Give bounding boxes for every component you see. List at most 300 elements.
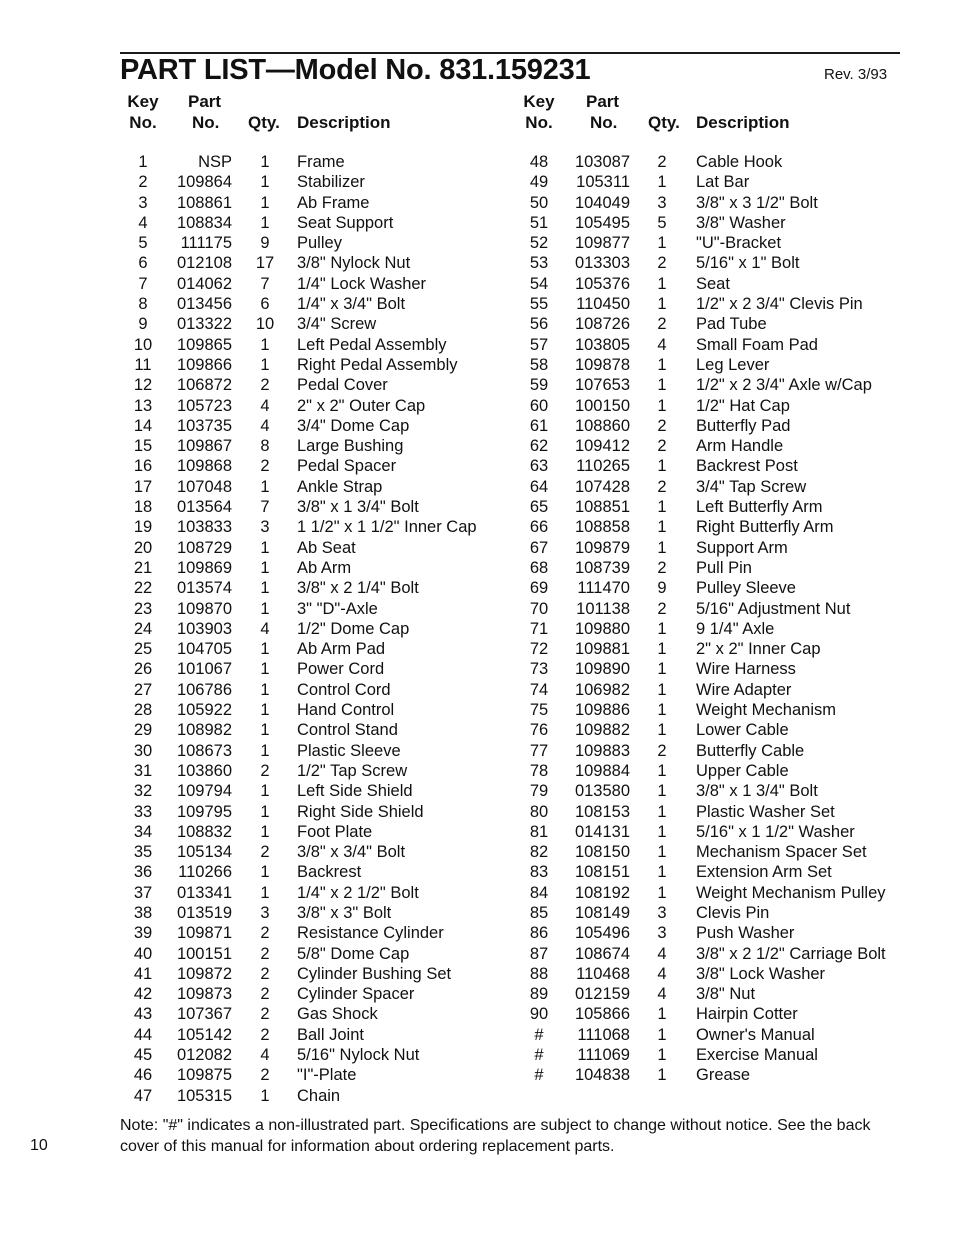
part-number: 107048 [176,477,232,496]
description: Leg Lever [696,355,770,374]
quantity: 2 [260,376,270,395]
table-row [510,558,910,578]
description: Chain [297,1086,341,1105]
key-number: 87 [529,944,549,963]
footer-note: Note: "#" indicates a non-illustrated part. Specifications are subject to change without notice. See the back cover of this manual for information about ordering replacement parts. [120,1117,871,1155]
table-row [112,1025,512,1045]
part-number: 105311 [576,173,630,192]
part-number: 108739 [574,558,630,577]
key-number: 12 [133,376,153,395]
part-number: 105134 [176,843,232,862]
part-number: 111470 [577,579,630,598]
part-number: 109865 [176,335,232,354]
key-header-line1: Key [523,92,555,111]
description: Mechanism Spacer Set [696,843,867,862]
key-number: 81 [529,822,549,841]
table-row [112,659,512,679]
part-number: 105496 [574,924,630,943]
part-number: 100150 [574,396,630,415]
description: 1/2" Tap Screw [297,761,408,780]
description: 1/2" Hat Cap [696,396,790,415]
key-header-line1: Key [127,92,159,111]
part-number: 109890 [574,660,630,679]
quantity: 1 [260,477,270,496]
quantity: 1 [657,1046,667,1065]
part-number: 014131 [574,822,630,841]
key-number: 64 [529,477,549,496]
description: 3/8" x 3" Bolt [297,903,392,922]
key-number: 66 [529,518,549,537]
key-number: 54 [529,274,549,293]
quantity: 2 [260,457,270,476]
description: Lat Bar [696,173,750,192]
description: Lower Cable [696,721,789,740]
part-number: 107428 [574,477,630,496]
table-row [510,862,910,882]
quantity: 1 [260,173,270,192]
qty-header: Qty. [248,113,280,132]
quantity: 1 [657,1025,667,1044]
part-number: 103833 [176,518,232,537]
description: Right Pedal Assembly [297,355,458,374]
description: Hairpin Cotter [696,1005,798,1024]
quantity: 5 [657,213,667,232]
description: Pad Tube [696,315,767,334]
table-row [510,741,910,761]
part-number: 110450 [576,295,630,314]
part-number: 109882 [574,721,630,740]
quantity: 1 [657,518,667,537]
quantity: 9 [657,579,667,598]
description-header: Description [297,113,391,132]
table-row [510,314,910,334]
quantity: 1 [260,782,270,801]
quantity: 3 [260,903,270,922]
description: 5/16" Adjustment Nut [696,599,851,618]
table-row [112,700,512,720]
table-row [112,944,512,964]
description: 3/8" Lock Washer [696,964,826,983]
part-number: 109873 [176,985,232,1004]
quantity: 2 [260,964,270,983]
table-row [510,578,910,598]
key-number: 78 [529,761,549,780]
description: Plastic Sleeve [297,741,401,760]
quantity: 1 [657,701,667,720]
key-number: 69 [529,579,549,598]
key-number: 37 [133,883,153,902]
table-row [510,213,910,233]
table-row [112,436,512,456]
table-row [112,497,512,517]
description: 3/8" Nut [696,985,756,1004]
key-number: 39 [133,924,153,943]
quantity: 8 [260,437,270,456]
key-number: 68 [529,558,549,577]
quantity: 1 [260,660,270,679]
part-header-line1: Part [586,92,620,111]
description: Owner's Manual [696,1025,815,1044]
key-number: 90 [529,1005,549,1024]
page-number: 10 [30,1137,48,1154]
quantity: 2 [657,599,667,618]
table-row [112,578,512,598]
description: Exercise Manual [696,1046,818,1065]
key-number: 51 [529,213,549,232]
part-number: 013341 [176,883,232,902]
quantity: 2 [260,944,270,963]
quantity: 1 [260,599,270,618]
key-number: 73 [529,660,549,679]
part-number: 013519 [176,903,232,922]
parts-column-left [112,92,512,1106]
quantity: 1 [657,843,667,862]
key-number: 35 [133,843,153,862]
quantity: 4 [657,964,667,983]
part-number: 108858 [574,518,630,537]
description: Large Bushing [297,437,404,456]
table-row [510,944,910,964]
table-row [510,781,910,801]
part-number: 105723 [176,396,232,415]
description: Butterfly Pad [696,416,791,435]
part-number: 109794 [176,782,232,801]
table-row [510,599,910,619]
quantity: 3 [657,193,667,212]
quantity: 1 [260,558,270,577]
quantity: 1 [657,376,667,395]
part-number: 109870 [176,599,232,618]
description: Resistance Cylinder [297,924,444,943]
part-number: 110265 [576,457,630,476]
description: 3/8" x 2 1/4" Bolt [297,579,419,598]
key-number: 41 [133,964,153,983]
part-number: 013456 [176,295,232,314]
description: Weight Mechanism Pulley [696,883,886,902]
quantity: 1 [260,883,270,902]
description: Wire Harness [696,660,796,679]
description: Upper Cable [696,761,789,780]
key-number: 63 [529,457,549,476]
description: Right Butterfly Arm [696,518,834,537]
part-number: 105866 [574,1005,630,1024]
description: 5/16" Nylock Nut [297,1046,420,1065]
key-number: 11 [134,355,152,374]
quantity: 2 [260,1066,270,1085]
parts-column-right [510,92,910,1086]
table-row [112,1004,512,1024]
quantity: 3 [260,518,270,537]
key-number: 38 [133,903,153,922]
description: 3/8" x 2 1/2" Carriage Bolt [696,944,886,963]
key-number: 1 [138,153,148,171]
description: Gas Shock [297,1005,378,1024]
part-number: 105376 [574,274,630,293]
table-row [510,538,910,558]
description: Ab Arm Pad [297,640,386,659]
table-row [112,314,512,334]
description: Frame [297,153,345,171]
table-row [510,477,910,497]
quantity: 2 [657,558,667,577]
key-number: 20 [133,538,153,557]
key-number: 14 [133,416,153,435]
parts-list-left [112,152,512,1106]
table-row [112,558,512,578]
part-number: 100151 [176,944,232,963]
description: Cylinder Bushing Set [297,964,452,983]
table-row [112,213,512,233]
key-number: 5 [138,234,148,253]
table-row [510,335,910,355]
part-number: NSP [198,153,232,171]
key-number: 61 [529,416,549,435]
quantity: 1 [260,822,270,841]
table-row [510,802,910,822]
description: 3/8" x 3/4" Bolt [297,843,406,862]
quantity: 2 [657,437,667,456]
description: Wire Adapter [696,680,792,699]
part-number: 013574 [176,579,232,598]
description-header: Description [696,113,790,132]
quantity: 4 [260,396,270,415]
quantity: 2 [657,254,667,273]
quantity: 1 [260,335,270,354]
key-number: 74 [529,680,549,699]
part-number: 103735 [176,416,232,435]
part-number: 105315 [176,1086,232,1105]
table-row [510,436,910,456]
key-number: 67 [529,538,549,557]
description: Pull Pin [696,558,752,577]
quantity: 4 [260,1046,270,1065]
part-number: 103805 [574,335,630,354]
description: 3/4" Screw [297,315,377,334]
quantity: 2 [260,1025,270,1044]
key-number: 22 [133,579,153,598]
part-number: 105142 [176,1025,232,1044]
quantity: 10 [255,315,275,334]
table-row [112,781,512,801]
key-number: 21 [133,558,153,577]
quantity: 1 [657,660,667,679]
key-number: 28 [133,701,153,720]
key-number: 72 [529,640,549,659]
quantity: 1 [657,680,667,699]
description: 9 1/4" Axle [696,619,775,638]
part-number: 109883 [574,741,630,760]
table-row [112,294,512,314]
part-number: 109881 [574,640,630,659]
key-number: 3 [138,193,148,212]
description: Control Stand [297,721,398,740]
table-row [112,274,512,294]
part-number: 108834 [176,213,232,232]
quantity: 1 [260,1086,270,1105]
key-number: 55 [529,295,549,314]
table-row [112,761,512,781]
table-row [112,1065,512,1085]
key-number: 77 [529,741,549,760]
part-number: 109864 [176,173,232,192]
part-number: 108860 [574,416,630,435]
part-number: 108861 [176,193,232,212]
part-number: 109412 [574,437,630,456]
description: 1/2" x 2 3/4" Clevis Pin [696,295,863,314]
quantity: 1 [657,782,667,801]
quantity: 4 [260,619,270,638]
table-row [510,456,910,476]
table-row [112,720,512,740]
table-row [112,842,512,862]
part-number: 108192 [574,883,630,902]
part-number: 109879 [574,538,630,557]
part-number: 108982 [176,721,232,740]
key-number: 62 [529,437,549,456]
quantity: 3 [657,924,667,943]
description: Ab Seat [297,538,356,557]
part-number: 106982 [574,680,630,699]
description: Pulley [297,234,342,253]
key-number: 50 [529,193,549,212]
description: Butterfly Cable [696,741,805,760]
key-number: 56 [529,315,549,334]
table-row [112,396,512,416]
part-number: 106786 [176,680,232,699]
part-number: 108726 [574,315,630,334]
part-number: 111175 [180,234,232,253]
table-row [112,1045,512,1065]
key-number: 88 [529,964,549,983]
key-number: 30 [133,741,153,760]
table-row [510,517,910,537]
part-number: 014062 [176,274,232,293]
table-row [112,416,512,436]
quantity: 4 [657,335,667,354]
quantity: 1 [260,579,270,598]
part-number: 109872 [176,964,232,983]
table-row [112,253,512,273]
key-number: 58 [529,355,549,374]
key-number: 86 [529,924,549,943]
key-number: 23 [133,599,153,618]
key-number: 76 [529,721,549,740]
key-number: 18 [133,498,153,517]
description: Pedal Cover [297,376,388,395]
part-number: 109871 [176,924,232,943]
description: Plastic Washer Set [696,802,835,821]
key-number: 49 [529,173,549,192]
quantity: 1 [657,498,667,517]
qty-header: Qty. [648,113,680,132]
description: Cylinder Spacer [297,985,415,1004]
key-number: 4 [138,213,148,232]
quantity: 1 [657,883,667,902]
table-row [112,233,512,253]
key-number: 42 [133,985,153,1004]
key-number: 83 [529,863,549,882]
quantity: 1 [260,213,270,232]
part-number: 104838 [574,1066,630,1085]
quantity: 2 [260,1005,270,1024]
key-number: 33 [133,802,153,821]
table-row [112,1086,512,1106]
table-row [112,477,512,497]
description: 1/2" Dome Cap [297,619,410,638]
key-number: 65 [529,498,549,517]
part-number: 106872 [176,376,232,395]
table-row [510,680,910,700]
table-row [510,253,910,273]
table-row [510,1045,910,1065]
description: Ball Joint [297,1025,364,1044]
table-row [510,1065,910,1085]
description: Left Side Shield [297,782,413,801]
part-number: 103860 [176,761,232,780]
part-number: 109867 [176,437,232,456]
part-number: 111068 [577,1025,630,1044]
key-number: 46 [133,1066,153,1085]
part-number: 108851 [574,498,630,517]
table-row [510,355,910,375]
part-number: 109884 [574,761,630,780]
table-row [112,193,512,213]
table-row [112,680,512,700]
quantity: 3 [657,903,667,922]
quantity: 1 [260,153,270,171]
part-number: 105495 [574,213,630,232]
table-row [112,862,512,882]
description: Ab Frame [297,193,370,212]
quantity: 1 [657,173,667,192]
key-number: # [534,1025,544,1044]
table-row [112,375,512,395]
table-row [510,233,910,253]
key-number: 25 [133,640,153,659]
key-number: 84 [529,883,549,902]
quantity: 2 [260,761,270,780]
quantity: 7 [260,274,270,293]
description: Pulley Sleeve [696,579,796,598]
part-header-line2: No. [192,113,220,132]
quantity: 1 [657,234,667,253]
key-number: 7 [138,274,148,293]
description: Seat [696,274,730,293]
quantity: 4 [657,985,667,1004]
key-number: 8 [138,295,148,314]
table-row [510,700,910,720]
description: Right Side Shield [297,802,424,821]
table-row [112,923,512,943]
table-row [112,335,512,355]
key-number: 10 [133,335,153,354]
table-row [510,639,910,659]
part-number: 109886 [574,701,630,720]
part-number: 104705 [176,640,232,659]
description: 3/4" Tap Screw [696,477,807,496]
table-row [112,456,512,476]
table-row [112,984,512,1004]
table-row [112,152,512,172]
part-number: 109877 [574,234,630,253]
key-number: 13 [133,396,153,415]
part-number: 103087 [574,153,630,171]
part-number: 101067 [176,660,232,679]
part-number: 108149 [574,903,630,922]
part-number: 013303 [574,254,630,273]
description: 3" "D"-Axle [297,599,378,618]
description: Small Foam Pad [696,335,818,354]
